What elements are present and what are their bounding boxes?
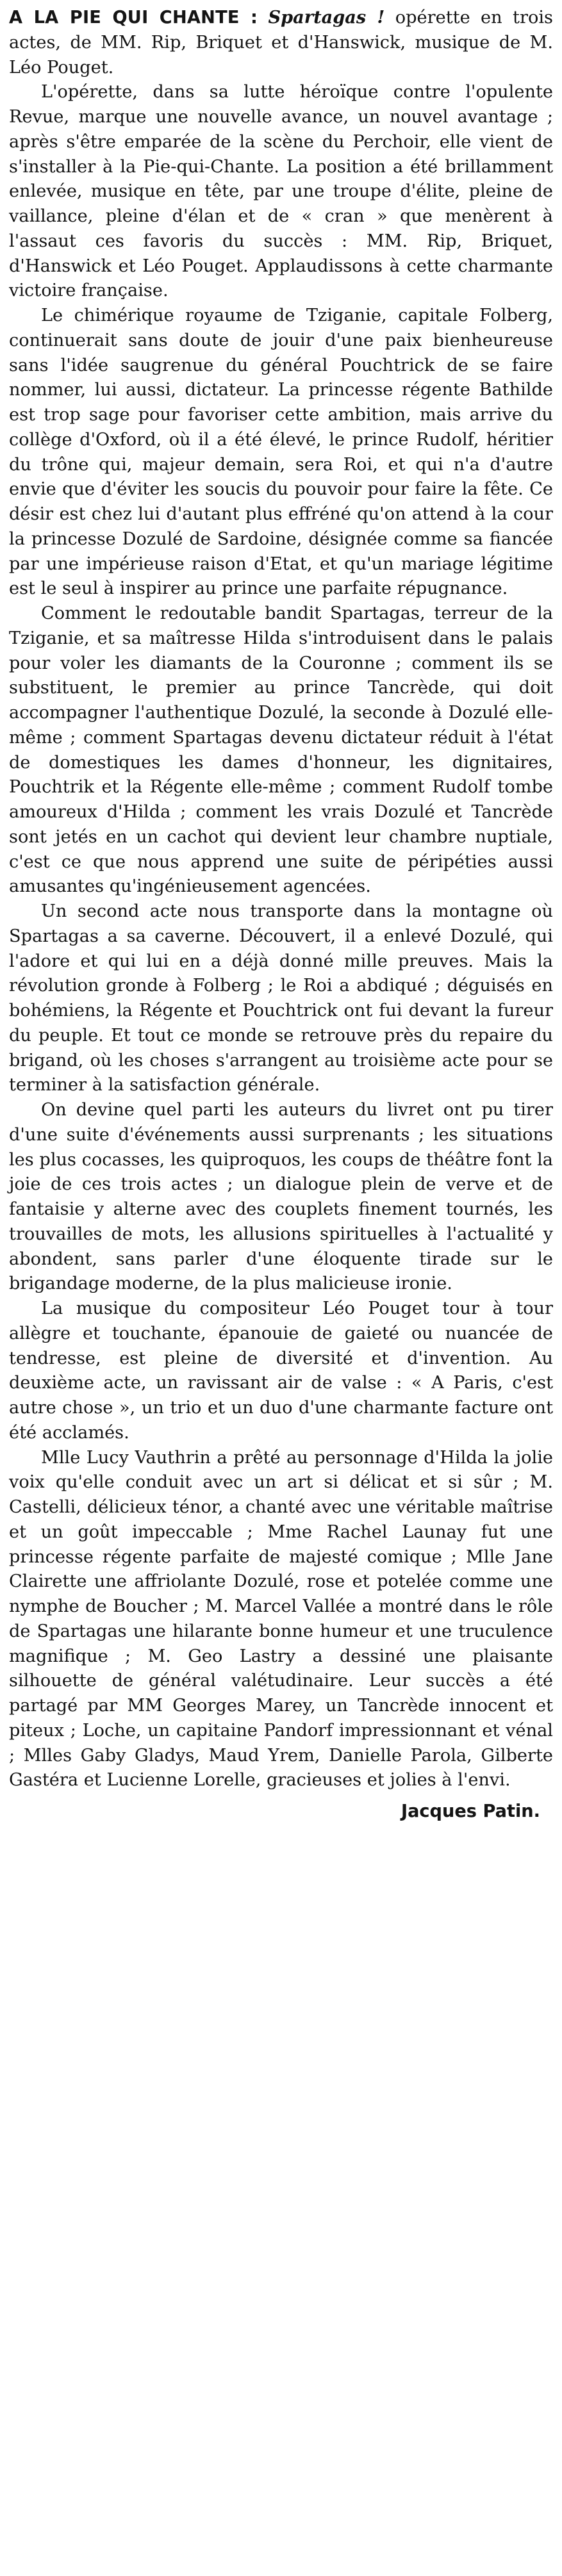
headline: A LA PIE QUI CHANTE : — [9, 8, 258, 28]
paragraph-music: La musique du compositeur Léo Pouget tour à tour allègre et touchante, épanouie de gaieté ou nuancée de tendresse, est pleine de diversité et d'invention. Au deuxième acte, un ravissant air de valse : « A Paris, c'est autre chose », un trio et un duo d'une charmante facture ont été acclamés. — [9, 1299, 553, 1443]
paragraph-plot-act-one: Comment le redoutable bandit Spartagas, terreur de la Tziganie, et sa maîtresse Hilda s'introduisent dans le palais pour voler les diamants de la Couronne ; comment ils se substituent, le premier au prince Tancrède, qui doit accompagner l'authentique Dozulé, la seconde à Dozulé elle-même ; comment Spartagas devenu dictateur réduit à l'état de domestiques les dames d'honneur, les dignitaires, Pouchtrik et la Régente elle-même ; comment Rudolf tombe amoureux d'Hilda ; comment les vrais Dozulé et Tancrède sont jetés en un cachot qui devient leur chambre nuptiale, c'est ce que nous apprend une suite de péripéties aussi amusantes qu'ingénieusement agencées. — [9, 603, 553, 897]
author-signature: Jacques Patin. — [401, 1801, 540, 1821]
paragraph-plot-setup: Le chimérique royaume de Tziganie, capitale Folberg, continuerait sans doute de jouir d'une paix bienheureuse sans l'idée saugrenue du général Pouchtrick de se faire nommer, lui aussi, dictateur. La princesse régente Bathilde est trop sage pour favoriser cette ambition, mais arrive du collège d'Oxford, où il a été élevé, le prince Rudolf, héritier du trône qui, majeur demain, sera Roi, et qui n'a d'autre envie que d'éviter les soucis du pouvoir pour faire la fête. Ce désir est chez lui d'autant plus effréné qu'on attend à la cour la princesse Dozulé de Sardoine, désignée comme sa fiancée par une impérieuse raison d'Etat, et qu'un mariage légitime est le seul à inspirer au prince une parfaite répugnance. — [9, 306, 553, 599]
paragraph-libretto: On devine quel parti les auteurs du livret ont pu tirer d'une suite d'événements aussi surprenants ; les situations les plus cocasses, les quiproquos, les coups de théâtre font la joie de ces trois actes ; un dialogue plein de verve et de fantaisie y alterne avec des couplets finement tournés, les trouvailles de mots, les allusions spirituelles à l'actualité y abondent, sans parler d'une éloquente tirade sur le brigandage moderne, de la plus malicieuse ironie. — [9, 1100, 553, 1294]
paragraph-plot-act-two: Un second acte nous transporte dans la montagne où Spartagas a sa caverne. Découvert, il a enlevé Dozulé, qui l'adore et qui lui en a déjà donné mille preuves. Mais la révolution gronde à Folberg ; le Roi a abdiqué ; déguisés en bohémiens, la Régente et Pouchtrick ont fui devant la fureur du peuple. Et tout ce monde se retrouve près du repaire du brigand, où les choses s'arrangent au troisième acte pour se terminer à la satisfaction générale. — [9, 901, 553, 1095]
paragraph-intro: L'opérette, dans sa lutte héroïque contre l'opulente Revue, marque une nouvelle avance, un nouvel avantage ; après s'être emparée de la scène du Perchoir, elle vient de s'installer à la Pie-qui-Chante. La position a été brillamment enlevée, musique en tête, par une troupe d'élite, pleine de vaillance, pleine d'élan et de « cran » que menèrent à l'assaut ces favoris du succès : MM. Rip, Briquet, d'Hanswick et Léo Pouget. Applaudissons à cette charmante victoire française. — [9, 82, 553, 301]
article-lead — [9, 5, 553, 80]
show-title: Spartagas ! — [268, 7, 385, 28]
paragraph-cast: Mlle Lucy Vauthrin a prêté au personnage d'Hilda la jolie voix qu'elle conduit avec un art si délicat et si sûr ; M. Castelli, délicieux ténor, a chanté avec une véritable maîtrise et un goût impeccable ; Mme Rachel Launay fut une princesse régente parfaite de majesté comique ; Mlle Jane Clairette une affriolante Dozulé, rose et potelée comme une nymphe de Boucher ; M. Marcel Vallée a montré dans le rôle de Spartagas une hilarante bonne humeur et une truculence magnifique ; M. Geo Lastry a dessiné une plaisante silhouette de général valétudinaire. Leur succès a été partagé par MM Georges Marey, un Tancrède innocent et piteux ; Loche, un capitaine Pandorf impressionnant et vénal ; Mlles Gaby Gladys, Maud Yrem, Danielle Parola, Gilberte Gastéra et Lucienne Lorelle, gracieuses et jolies à l'envi. — [9, 1447, 553, 1791]
lead-text: opérette en trois actes, de MM. Rip, Briquet et d'Hanswick, musique de M. Léo Pouget. — [9, 8, 553, 78]
